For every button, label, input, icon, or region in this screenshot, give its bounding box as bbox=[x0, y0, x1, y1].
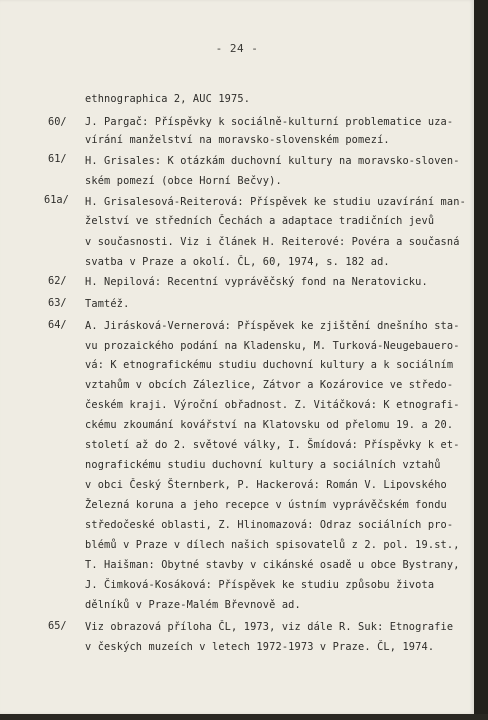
text-line: Železná koruna a jeho recepce v ústním vyprávěčském fondu bbox=[85, 499, 447, 511]
text-line: vu prozaického podání na Kladensku, M. Turková-Neugebauero- bbox=[85, 340, 460, 352]
footnote-label-63: 63/ bbox=[48, 297, 67, 309]
text-line: svatba v Praze a okolí. ČL, 60, 1974, s. 182 ad. bbox=[85, 256, 390, 268]
text-line: nografickému studiu duchovní kultury a sociálních vztahů bbox=[85, 459, 441, 471]
text-line: v českých muzeích v letech 1972-1973 v Praze. ČL, 1974. bbox=[85, 641, 435, 653]
footnote-label-64: 64/ bbox=[48, 319, 67, 331]
text-line: vztahům v obcích Zálezlice, Zátvor a Kozárovice ve středo- bbox=[85, 379, 454, 391]
text-line: blémů v Praze v dílech našich spisovatelů z 2. pol. 19.st., bbox=[85, 539, 460, 551]
text-line: ethnographica 2, AUC 1975. bbox=[85, 93, 251, 105]
text-line: století až do 2. světové války, I. Šmídová: Příspěvky k et- bbox=[85, 439, 460, 451]
text-line: v současnosti. Viz i článek H. Reiterové: Povéra a současná bbox=[85, 236, 460, 248]
text-line: želství ve středních Čechách a adaptace tradičních jevů bbox=[85, 215, 435, 227]
text-line: H. Nepilová: Recentní vyprávěčský fond na Neratovicku. bbox=[85, 276, 428, 288]
text-line: v obci Český Šternberk, P. Hackerová: Román V. Lipovského bbox=[85, 479, 447, 491]
text-line: českém kraji. Výroční obřadnost. Z. Vitáčková: K etnografi- bbox=[85, 399, 460, 411]
footnote-label-61: 61/ bbox=[48, 153, 67, 165]
text-line: A. Jirásková-Vernerová: Příspěvek ke zjištění dnešního sta- bbox=[85, 320, 460, 332]
text-line: středočeské oblasti, Z. Hlinomazová: Odraz sociálních pro- bbox=[85, 519, 454, 531]
text-line: vá: K etnografickému studiu duchovní kultury a k sociálním bbox=[85, 359, 454, 371]
text-line: vírání manželství na moravsko-slovenském pomezí. bbox=[85, 134, 390, 146]
text-line: ckému zkoumání kovářství na Klatovsku od přelomu 19. a 20. bbox=[85, 419, 454, 431]
footnote-label-61a: 61a/ bbox=[44, 194, 69, 206]
text-line: H. Grisales: K otázkám duchovní kultury na moravsko-sloven- bbox=[85, 155, 460, 167]
text-line: J. Čimková-Kosáková: Příspěvek ke studiu způsobu života bbox=[85, 579, 435, 591]
text-line: J. Pargač: Příspěvky k sociálně-kulturní problematice uza- bbox=[85, 116, 454, 128]
page-number: - 24 - bbox=[215, 42, 259, 55]
page-bottom-edge bbox=[0, 714, 488, 720]
text-line: H. Grisalesová-Reiterová: Příspěvek ke studiu uzavírání man- bbox=[85, 196, 466, 208]
footnote-label-62: 62/ bbox=[48, 275, 67, 287]
text-line: dělníků v Praze-Malém Břevnově ad. bbox=[85, 599, 301, 611]
text-line: Viz obrazová příloha ČL, 1973, viz dále R. Suk: Etnografie bbox=[85, 621, 454, 633]
footnote-label-65: 65/ bbox=[48, 620, 67, 632]
text-line: Tamtéž. bbox=[85, 298, 130, 310]
footnote-label-60: 60/ bbox=[48, 116, 67, 128]
text-line: T. Haišman: Obytné stavby v cikánské osadě u obce Bystrany, bbox=[85, 559, 460, 571]
page-edge-shadow bbox=[474, 0, 488, 720]
text-line: ském pomezí (obce Horní Bečvy). bbox=[85, 175, 282, 187]
